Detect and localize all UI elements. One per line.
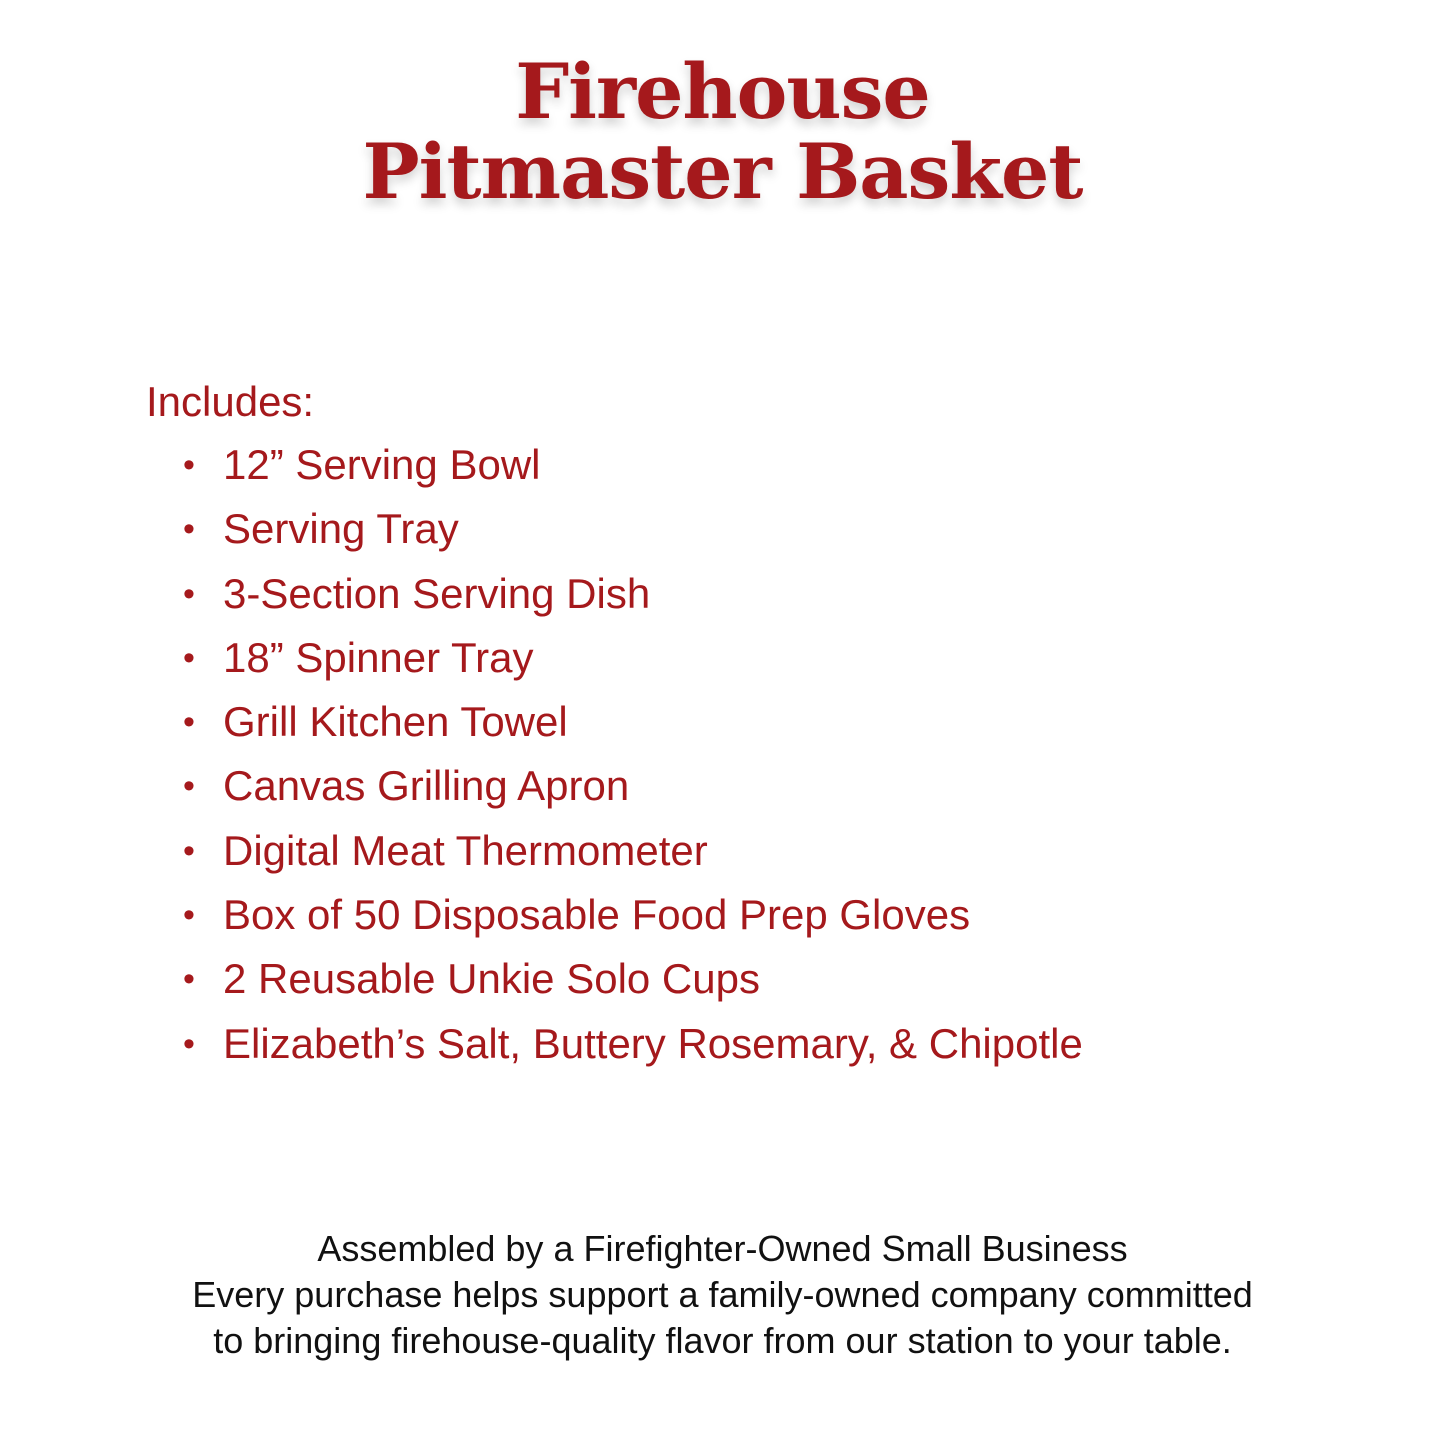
list-item-label: Elizabeth’s Salt, Buttery Rosemary, & Chipotle (223, 1019, 1083, 1067)
list-item (183, 822, 1083, 886)
list-item-label: 2 Reusable Unkie Solo Cups (223, 955, 760, 1003)
list-item (183, 886, 1083, 950)
bullet-icon: • (183, 960, 195, 999)
list-item-label: Grill Kitchen Towel (223, 698, 568, 746)
bullet-icon: • (183, 446, 195, 484)
list-item (183, 950, 1083, 1014)
list-item (183, 1015, 1083, 1079)
list-item (183, 500, 1083, 564)
bullet-icon: • (183, 638, 195, 677)
footer-note (0, 1226, 1445, 1364)
bullet-icon: • (183, 574, 195, 613)
page-title (0, 47, 1445, 216)
list-item-label: Canvas Grilling Apron (223, 762, 630, 810)
title-line-1: Firehouse (515, 47, 930, 136)
bullet-icon: • (183, 703, 195, 742)
list-item (183, 565, 1083, 629)
title-line-2: Pitmaster Basket (362, 127, 1083, 216)
list-item-label: Box of 50 Disposable Food Prep Gloves (223, 891, 971, 939)
list-item-label: 12” Serving Bowl (223, 441, 541, 488)
bullet-icon: • (183, 510, 195, 549)
footer-line-2: Every purchase helps support a family-owned company committed (192, 1274, 1253, 1315)
list-item-label: 18” Spinner Tray (223, 633, 534, 681)
bullet-icon: • (183, 896, 195, 935)
list-item (183, 757, 1083, 821)
bullet-icon: • (183, 1024, 195, 1063)
footer-line-3: to bringing firehouse-quality flavor from our station to your table. (213, 1320, 1232, 1361)
list-item (183, 436, 1083, 500)
bullet-icon: • (183, 831, 195, 870)
bullet-icon: • (183, 767, 195, 806)
list-item-label: Digital Meat Thermometer (223, 826, 708, 874)
list-item (183, 629, 1083, 693)
list-item-label: Serving Tray (223, 505, 459, 553)
includes-heading: Includes: (146, 378, 315, 425)
list-item (183, 693, 1083, 757)
includes-list (183, 436, 1083, 1079)
list-item-label: 3-Section Serving Dish (223, 569, 651, 617)
footer-line-1: Assembled by a Firefighter-Owned Small Business (317, 1228, 1128, 1269)
